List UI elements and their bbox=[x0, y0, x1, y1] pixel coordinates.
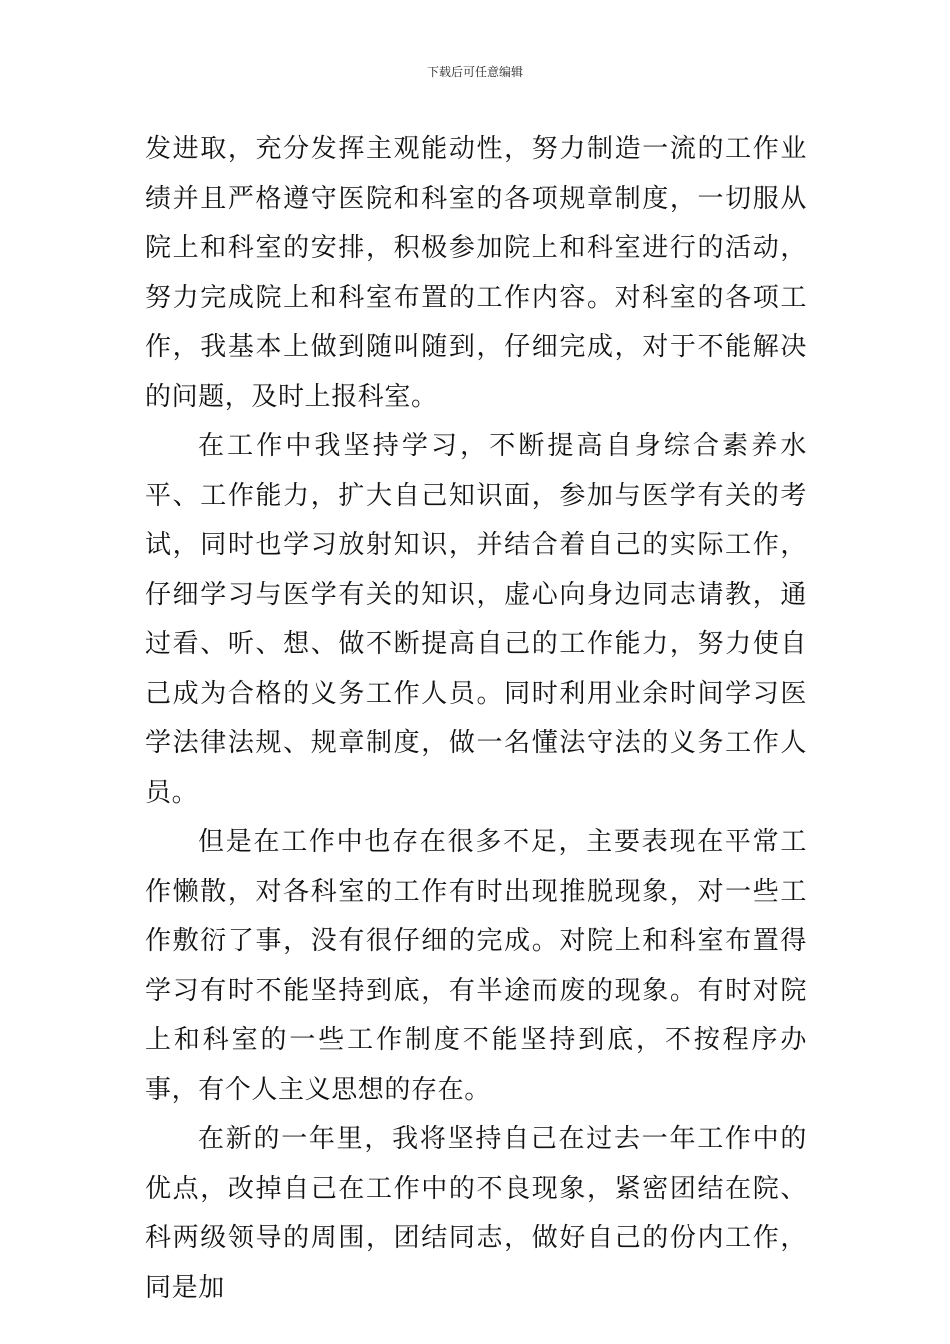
paragraph-4: 在新的一年里，我将坚持自己在过去一年工作中的优点，改掉自己在工作中的不良现象，紧密团结在院、科两级领导的周围，团结同志，做好自己的份内工作，同是加 bbox=[145, 1124, 807, 1303]
paragraph-3: 但是在工作中也存在很多不足，主要表现在平常工作懒散，对各科室的工作有时出现推脱现象，对一些工作敷衍了事，没有很仔细的完成。对院上和科室布置得学习有时不能坚持到底，有半途而废的现象。有时对院上和科室的一些工作制度不能坚持到底，不按程序办事，有个人主义思想的存在。 bbox=[145, 827, 807, 1105]
page-header: 下载后可任意编辑 bbox=[426, 65, 523, 79]
paragraph-1: 发进取，充分发挥主观能动性，努力制造一流的工作业绩并且严格遵守医院和科室的各项规章制度，一切服从院上和科室的安排，积极参加院上和科室进行的活动，努力完成院上和科室布置的工作内容。对科室的各项工作，我基本上做到随叫随到，仔细完成，对于不能解决的问题，及时上报科室。 bbox=[145, 134, 807, 412]
paragraph-2: 在工作中我坚持学习，不断提高自身综合素养水平、工作能力，扩大自己知识面，参加与医学有关的考试，同时也学习放射知识，并结合着自己的实际工作，仔细学习与医学有关的知识，虚心向身边同志请教，通过看、听、想、做不断提高自己的工作能力，努力使自己成为合格的义务工作人员。同时利用业余时间学习医学法律法规、规章制度，做一名懂法守法的义务工作人员。 bbox=[145, 431, 807, 808]
document-body bbox=[145, 125, 807, 1313]
